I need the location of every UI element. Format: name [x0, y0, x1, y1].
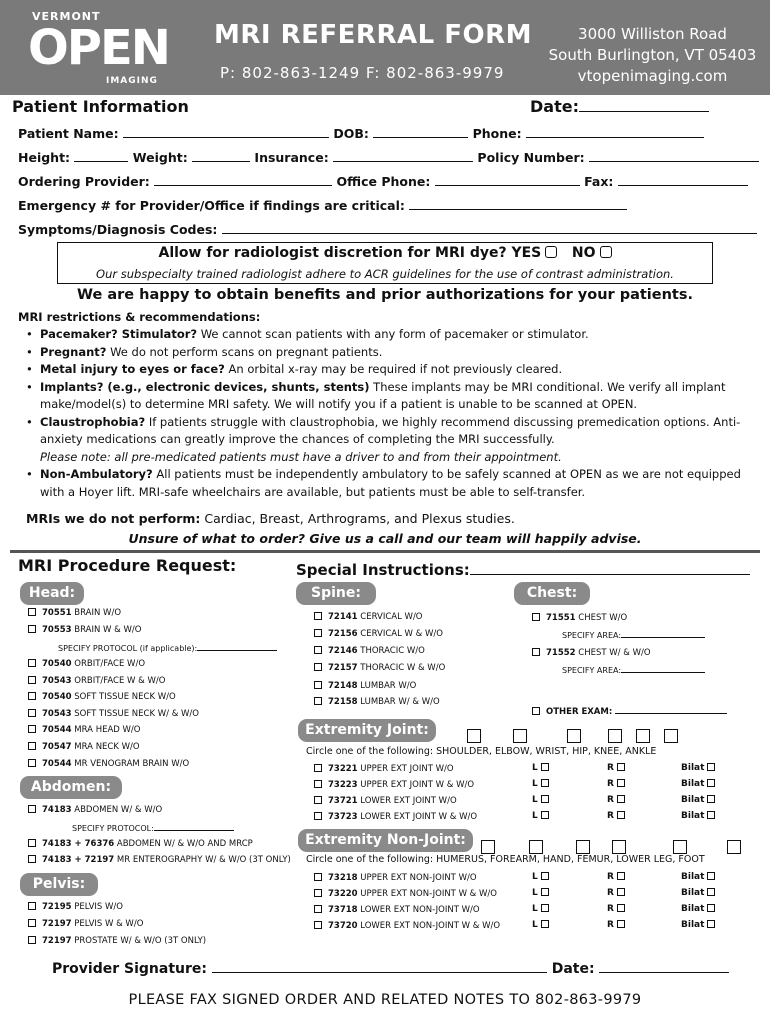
- dob-label: DOB:: [333, 126, 369, 141]
- form-title: MRI REFERRAL FORM: [214, 20, 532, 50]
- side-checkbox[interactable]: [707, 904, 715, 912]
- side-checkbox[interactable]: [617, 904, 625, 912]
- side-checkbox[interactable]: [541, 811, 549, 819]
- emergency-row: [18, 198, 627, 213]
- symptoms-label: Symptoms/Diagnosis Codes:: [18, 222, 218, 237]
- procedure-item: [314, 643, 425, 659]
- height-field[interactable]: [74, 150, 128, 162]
- side-bilateral: Bilat: [681, 795, 715, 805]
- procedure-item: [28, 622, 141, 638]
- side-checkbox[interactable]: [541, 872, 549, 880]
- procedure-checkbox[interactable]: [28, 936, 36, 944]
- patient-name-row: [18, 126, 704, 141]
- procedure-description: PELVIS W & W/O: [71, 919, 144, 929]
- procedure-item: [532, 645, 651, 661]
- symptoms-field[interactable]: [222, 222, 757, 234]
- procedure-code: 73223: [328, 780, 358, 790]
- procedure-checkbox[interactable]: [28, 919, 36, 927]
- side-checkbox[interactable]: [617, 920, 625, 928]
- procedure-description: MRA NECK W/O: [71, 742, 140, 752]
- side-right: R: [607, 888, 625, 898]
- head-section-label: Head:: [20, 582, 84, 605]
- procedure-description: ORBIT/FACE W/O: [71, 659, 146, 669]
- procedure-code: 73218: [328, 873, 358, 883]
- procedure-description: PELVIS W/O: [71, 902, 123, 912]
- patient-info-title: Patient Information: [12, 97, 189, 116]
- procedure-item: [28, 933, 206, 949]
- procedure-checkbox[interactable]: [314, 663, 322, 671]
- procedure-item: [314, 809, 477, 825]
- side-checkbox[interactable]: [541, 795, 549, 803]
- extremity-joint-label: Extremity Joint:: [298, 719, 436, 742]
- chest-specify-area-2: SPECIFY AREA:: [562, 665, 705, 675]
- patient-name-field[interactable]: [123, 126, 329, 138]
- side-checkbox[interactable]: [617, 888, 625, 896]
- procedure-description: THORACIC W/O: [357, 646, 425, 656]
- other-exam-checkbox[interactable]: [532, 707, 540, 715]
- unsure-note: Unsure of what to order? Give us a call and our team will happily advise.: [128, 531, 642, 546]
- procedure-description: LUMBAR W/ & W/O: [357, 697, 440, 707]
- logo-vermont: VERMONT: [32, 10, 101, 23]
- benefits-note: We are happy to obtain benefits and prior authorizations for your patients.: [76, 287, 694, 303]
- procedure-checkbox[interactable]: [314, 629, 322, 637]
- procedure-item: [314, 918, 500, 934]
- procedure-code: 73723: [328, 812, 358, 822]
- side-left: L: [532, 872, 549, 882]
- procedure-item: [314, 793, 457, 809]
- procedure-code: 73721: [328, 796, 358, 806]
- procedure-checkbox[interactable]: [28, 902, 36, 910]
- procedure-checkbox[interactable]: [314, 796, 322, 804]
- procedure-code: 70551: [42, 608, 72, 618]
- procedure-item: [28, 836, 253, 852]
- joint-option-checkbox[interactable]: [608, 729, 622, 743]
- procedure-checkbox[interactable]: [28, 725, 36, 733]
- procedure-checkbox[interactable]: [314, 921, 322, 929]
- side-right: R: [607, 795, 625, 805]
- procedure-code: 71551: [546, 613, 576, 623]
- side-checkbox[interactable]: [617, 795, 625, 803]
- procedure-description: ORBIT/FACE W & W/O: [71, 676, 166, 686]
- signature-row: [52, 960, 729, 977]
- procedure-description: UPPER EXT JOINT W/O: [357, 764, 454, 774]
- procedure-item: [28, 689, 176, 705]
- provider-field[interactable]: [154, 174, 332, 186]
- joint-option-checkbox[interactable]: [664, 729, 678, 743]
- procedure-checkbox[interactable]: [314, 612, 322, 620]
- procedure-item: [28, 899, 123, 915]
- procedure-checkbox[interactable]: [28, 692, 36, 700]
- procedure-checkbox[interactable]: [314, 697, 322, 705]
- address-line-2: South Burlington, VT 05403: [548, 46, 757, 64]
- procedure-code: 74183 + 72197: [42, 855, 115, 865]
- side-bilateral: Bilat: [681, 904, 715, 914]
- procedure-item: [314, 870, 477, 886]
- head-specify-field[interactable]: [197, 643, 277, 651]
- vermont-open-imaging-logo: [24, 8, 174, 88]
- joint-option-checkbox[interactable]: [513, 729, 527, 743]
- procedure-checkbox[interactable]: [314, 780, 322, 788]
- procedure-code: 70540: [42, 659, 72, 669]
- procedure-item: [28, 852, 291, 868]
- dye-question-row: [58, 245, 712, 261]
- chest-specify-area-field-2[interactable]: [621, 665, 705, 673]
- symptoms-row: [18, 222, 757, 237]
- procedure-code: 72158: [328, 697, 358, 707]
- footer-date-field[interactable]: [599, 960, 729, 973]
- insurance-label: Insurance:: [254, 150, 329, 165]
- procedure-code: 72157: [328, 663, 358, 673]
- joint-option-checkbox[interactable]: [636, 729, 650, 743]
- side-left: L: [532, 920, 549, 930]
- procedure-code: 73720: [328, 921, 358, 931]
- side-checkbox[interactable]: [617, 763, 625, 771]
- side-bilateral: Bilat: [681, 872, 715, 882]
- procedure-item: [314, 609, 423, 625]
- chest-section-label: Chest:: [514, 582, 590, 605]
- patient-name-label: Patient Name:: [18, 126, 119, 141]
- procedure-code: 74183 + 76376: [42, 839, 115, 849]
- procedure-description: SOFT TISSUE NECK W/ & W/O: [71, 709, 199, 719]
- procedure-checkbox[interactable]: [28, 839, 36, 847]
- dye-no-checkbox[interactable]: [600, 246, 612, 258]
- side-bilateral: Bilat: [681, 811, 715, 821]
- spine-section-label: Spine:: [296, 582, 376, 605]
- side-checkbox[interactable]: [617, 779, 625, 787]
- restriction-item: • Pacemaker? Stimulator? We cannot scan patients with any form of pacemaker or stimulator.: [18, 326, 753, 344]
- side-checkbox[interactable]: [707, 872, 715, 880]
- side-right: R: [607, 904, 625, 914]
- restriction-item: • Non-Ambulatory? All patients must be independently ambulatory to be safely scanned at OPEN as we are not equipped with a Hoyer lift. MRI-safe wheelchairs are available, but patients must be able to self-transfer.: [18, 466, 753, 501]
- head-specify-protocol: SPECIFY PROTOCOL (if applicable):: [58, 643, 277, 653]
- side-right: R: [607, 779, 625, 789]
- procedure-code: 72141: [328, 612, 358, 622]
- pelvis-section-label: Pelvis:: [20, 873, 98, 896]
- side-checkbox[interactable]: [707, 888, 715, 896]
- procedure-item: [314, 777, 474, 793]
- joint-circle-note: Circle one of the following: SHOULDER, ELBOW, WRIST, HIP, KNEE, ANKLE: [306, 746, 657, 757]
- side-left: L: [532, 795, 549, 805]
- procedure-description: UPPER EXT NON-JOINT W & W/O: [357, 889, 497, 899]
- procedure-description: MR ENTEROGRAPHY W/ & W/O (3T ONLY): [114, 855, 291, 865]
- restriction-item: • Claustrophobia? If patients struggle with claustrophobia, we highly recommend discussing premedication options. Anti-anxiety medications can greatly improve the chances of completing the MRI successfully.: [18, 414, 753, 449]
- procedure-description: ABDOMEN W/ & W/O AND MRCP: [114, 839, 253, 849]
- side-checkbox[interactable]: [617, 811, 625, 819]
- procedure-code: 74183: [42, 805, 72, 815]
- form-header: [0, 0, 770, 95]
- provider-row: [18, 174, 748, 189]
- procedure-checkbox[interactable]: [28, 676, 36, 684]
- signature-label: Provider Signature:: [52, 961, 207, 977]
- procedure-checkbox[interactable]: [28, 709, 36, 717]
- procedure-description: UPPER EXT NON-JOINT W/O: [357, 873, 477, 883]
- abdomen-specify-field[interactable]: [154, 823, 234, 831]
- address-line-1: 3000 Williston Road: [578, 25, 727, 43]
- side-checkbox[interactable]: [707, 763, 715, 771]
- procedure-code: 72146: [328, 646, 358, 656]
- side-checkbox[interactable]: [541, 763, 549, 771]
- procedure-code: 70547: [42, 742, 72, 752]
- header-phone-fax: P: 802-863-1249 F: 802-863-9979: [220, 64, 505, 82]
- joint-option-checkbox[interactable]: [467, 729, 481, 743]
- restriction-item: • Implants? (e.g., electronic devices, shunts, stents) These implants may be MRI conditional. We verify all implant make/model(s) to determine MRI safety. We will notify you if a patient is unable to be scanned at OPEN.: [18, 379, 753, 414]
- procedure-description: CERVICAL W & W/O: [357, 629, 443, 639]
- footer-date-label: Date:: [551, 961, 595, 977]
- policy-field[interactable]: [589, 150, 759, 162]
- date-label: Date:: [530, 97, 709, 116]
- procedure-description: CHEST W/ & W/O: [575, 648, 651, 658]
- side-left: L: [532, 811, 549, 821]
- procedure-code: 72197: [42, 919, 72, 929]
- procedure-description: LOWER EXT JOINT W & W/O: [357, 812, 478, 822]
- phone-label: Phone:: [472, 126, 522, 141]
- procedure-item: [314, 626, 443, 642]
- side-checkbox[interactable]: [541, 904, 549, 912]
- procedure-description: LOWER EXT JOINT W/O: [357, 796, 457, 806]
- procedure-checkbox[interactable]: [28, 805, 36, 813]
- procedure-description: PROSTATE W/ & W/O (3T ONLY): [71, 936, 207, 946]
- side-checkbox[interactable]: [541, 888, 549, 896]
- procedure-code: 70553: [42, 625, 72, 635]
- nonjoint-option-checkbox[interactable]: [727, 840, 741, 854]
- fax-label: Fax:: [584, 174, 614, 189]
- procedure-item: [28, 802, 162, 818]
- not-perform-note: MRIs we do not perform: Cardiac, Breast, Arthrograms, and Plexus studies.: [26, 511, 515, 526]
- procedure-checkbox[interactable]: [28, 855, 36, 863]
- dye-note: Our subspecialty trained radiologist adhere to ACR guidelines for the use of contrast administration.: [96, 267, 674, 281]
- chest-specify-area-field[interactable]: [621, 630, 705, 638]
- procedure-item: [314, 761, 454, 777]
- side-left: L: [532, 779, 549, 789]
- provider-label: Ordering Provider:: [18, 174, 150, 189]
- side-checkbox[interactable]: [541, 779, 549, 787]
- extremity-nonjoint-label: Extremity Non-Joint:: [298, 829, 473, 852]
- procedure-item: [314, 678, 416, 694]
- side-checkbox[interactable]: [707, 779, 715, 787]
- procedure-description: SOFT TISSUE NECK W/O: [71, 692, 176, 702]
- procedure-description: CERVICAL W/O: [357, 612, 423, 622]
- procedure-code: 73718: [328, 905, 358, 915]
- procedure-code: 72197: [42, 936, 72, 946]
- procedure-item: [314, 886, 497, 902]
- procedure-checkbox[interactable]: [532, 648, 540, 656]
- procedure-checkbox[interactable]: [28, 625, 36, 633]
- restrictions-list: [18, 326, 753, 501]
- procedure-item: [28, 916, 143, 932]
- side-right: R: [607, 811, 625, 821]
- procedure-checkbox[interactable]: [314, 873, 322, 881]
- other-exam-field[interactable]: [615, 705, 727, 714]
- procedure-item: [314, 902, 480, 918]
- procedure-code: 72148: [328, 681, 358, 691]
- side-bilateral: Bilat: [681, 888, 715, 898]
- side-bilateral: Bilat: [681, 779, 715, 789]
- procedure-description: MRA HEAD W/O: [71, 725, 141, 735]
- procedure-item: [28, 756, 189, 772]
- procedure-item: [28, 739, 140, 755]
- signature-field[interactable]: [212, 960, 547, 973]
- side-checkbox[interactable]: [541, 920, 549, 928]
- chest-specify-area: SPECIFY AREA:: [562, 630, 705, 640]
- procedure-checkbox[interactable]: [28, 742, 36, 750]
- joint-option-checkbox[interactable]: [567, 729, 581, 743]
- procedure-checkbox[interactable]: [28, 659, 36, 667]
- logo-open: OPEN: [28, 20, 169, 76]
- procedure-item: [28, 656, 145, 672]
- fax-field[interactable]: [618, 174, 748, 186]
- procedure-code: 70544: [42, 725, 72, 735]
- procedure-item: [314, 660, 445, 676]
- procedure-title: MRI Procedure Request:: [18, 556, 237, 575]
- date-field[interactable]: [579, 100, 709, 112]
- procedure-checkbox[interactable]: [28, 608, 36, 616]
- restrictions-title: MRI restrictions & recommendations:: [18, 310, 261, 324]
- procedure-description: BRAIN W & W/O: [71, 625, 142, 635]
- procedure-code: 72195: [42, 902, 72, 912]
- phone-field[interactable]: [526, 126, 704, 138]
- side-bilateral: Bilat: [681, 920, 715, 930]
- logo-imaging: IMAGING: [106, 76, 158, 86]
- procedure-description: CHEST W/O: [575, 613, 628, 623]
- procedure-code: 72156: [328, 629, 358, 639]
- side-right: R: [607, 920, 625, 930]
- procedure-checkbox[interactable]: [314, 812, 322, 820]
- side-left: L: [532, 904, 549, 914]
- weight-field[interactable]: [192, 150, 250, 162]
- procedure-description: MR VENOGRAM BRAIN W/O: [71, 759, 190, 769]
- insurance-field[interactable]: [333, 150, 473, 162]
- procedure-code: 70540: [42, 692, 72, 702]
- procedure-checkbox[interactable]: [314, 889, 322, 897]
- height-label: Height:: [18, 150, 71, 165]
- procedure-code: 73220: [328, 889, 358, 899]
- section-divider: [10, 550, 760, 553]
- emergency-label: Emergency # for Provider/Office if findings are critical:: [18, 198, 405, 213]
- dye-question: Allow for radiologist discretion for MRI dye? YES: [158, 245, 542, 261]
- abdomen-specify-protocol: SPECIFY PROTOCOL:: [72, 823, 234, 833]
- procedure-checkbox[interactable]: [532, 613, 540, 621]
- procedure-item: [28, 605, 121, 621]
- procedure-code: 73221: [328, 764, 358, 774]
- procedure-description: LOWER EXT NON-JOINT W/O: [357, 905, 480, 915]
- dye-no-label: NO: [571, 245, 596, 261]
- special-instructions: Special Instructions:: [296, 561, 750, 579]
- nonjoint-option-checkbox[interactable]: [481, 840, 495, 854]
- procedure-description: ABDOMEN W/ & W/O: [71, 805, 163, 815]
- procedure-item: [28, 706, 199, 722]
- weight-label: Weight:: [132, 150, 188, 165]
- procedure-checkbox[interactable]: [28, 759, 36, 767]
- restriction-item: • Metal injury to eyes or face? An orbital x-ray may be required if not previously cleared.: [18, 361, 753, 379]
- restriction-item: • Pregnant? We do not perform scans on pregnant patients.: [18, 344, 753, 362]
- side-checkbox[interactable]: [707, 811, 715, 819]
- procedure-description: BRAIN W/O: [71, 608, 122, 618]
- abdomen-section-label: Abdomen:: [20, 776, 122, 799]
- procedure-description: LUMBAR W/O: [357, 681, 417, 691]
- procedure-code: 70543: [42, 709, 72, 719]
- procedure-checkbox[interactable]: [314, 681, 322, 689]
- header-address: [540, 24, 765, 87]
- side-checkbox[interactable]: [707, 920, 715, 928]
- procedure-item: [314, 694, 440, 710]
- procedure-checkbox[interactable]: [314, 905, 322, 913]
- special-instructions-field[interactable]: [470, 563, 750, 575]
- office-phone-field[interactable]: [435, 174, 580, 186]
- side-right: R: [607, 763, 625, 773]
- procedure-item: [28, 673, 165, 689]
- side-left: L: [532, 888, 549, 898]
- side-left: L: [532, 763, 549, 773]
- nonjoint-option-checkbox[interactable]: [612, 840, 626, 854]
- dye-yes-checkbox[interactable]: [545, 246, 557, 258]
- fax-instruction: PLEASE FAX SIGNED ORDER AND RELATED NOTES TO 802-863-9979: [128, 992, 642, 1008]
- procedure-description: LOWER EXT NON-JOINT W & W/O: [357, 921, 501, 931]
- procedure-item: [28, 722, 140, 738]
- nonjoint-option-checkbox[interactable]: [529, 840, 543, 854]
- procedure-item: [532, 610, 627, 626]
- nonjoint-option-checkbox[interactable]: [673, 840, 687, 854]
- dob-field[interactable]: [373, 126, 468, 138]
- procedure-description: THORACIC W & W/O: [357, 663, 446, 673]
- procedure-code: 71552: [546, 648, 576, 658]
- policy-label: Policy Number:: [477, 150, 585, 165]
- office-phone-label: Office Phone:: [336, 174, 431, 189]
- side-checkbox[interactable]: [617, 872, 625, 880]
- nonjoint-option-checkbox[interactable]: [576, 840, 590, 854]
- patient-measure-row: [18, 150, 759, 165]
- procedure-checkbox[interactable]: [314, 764, 322, 772]
- procedure-code: 70543: [42, 676, 72, 686]
- premed-note: Please note: all pre-medicated patients must have a driver to and from their appointment.: [40, 449, 562, 464]
- website: vtopenimaging.com: [577, 67, 728, 85]
- side-bilateral: Bilat: [681, 763, 715, 773]
- nonjoint-circle-note: Circle one of the following: HUMERUS, FOREARM, HAND, FEMUR, LOWER LEG, FOOT: [306, 854, 705, 865]
- other-exam: OTHER EXAM:: [532, 704, 727, 720]
- side-right: R: [607, 872, 625, 882]
- side-checkbox[interactable]: [707, 795, 715, 803]
- dye-box: [57, 242, 713, 284]
- procedure-description: UPPER EXT JOINT W & W/O: [357, 780, 475, 790]
- procedure-checkbox[interactable]: [314, 646, 322, 654]
- procedure-code: 70544: [42, 759, 72, 769]
- emergency-field[interactable]: [409, 198, 627, 210]
